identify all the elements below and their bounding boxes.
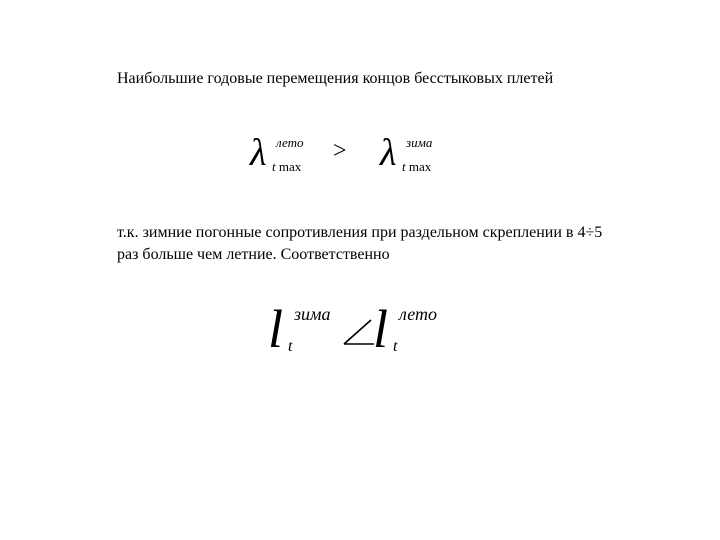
formula2-left-term bbox=[268, 300, 348, 370]
formula1-left-term bbox=[250, 132, 320, 182]
subscript-max: max bbox=[405, 159, 432, 174]
subscript-t: t bbox=[272, 159, 276, 174]
paragraph-line-2: раз больше чем летние. Соответственно bbox=[117, 246, 390, 263]
ell-symbol: l bbox=[268, 299, 284, 359]
subscript-max: max bbox=[275, 159, 302, 174]
less-than-angle-operator bbox=[341, 318, 375, 348]
superscript-summer: лето bbox=[276, 135, 304, 150]
ell-symbol: l bbox=[373, 299, 389, 359]
greater-than-operator: > bbox=[333, 138, 347, 164]
subscript-t-max bbox=[402, 160, 431, 174]
subscript-t-max bbox=[272, 160, 301, 174]
lambda-symbol: λ bbox=[250, 132, 267, 174]
formula1-right-term bbox=[380, 132, 450, 182]
superscript-winter: зима bbox=[294, 304, 331, 324]
formula2-right-term bbox=[373, 300, 453, 370]
heading-text: Наибольшие годовые перемещения концов бесстыковых плетей bbox=[117, 70, 554, 87]
superscript-winter: зима bbox=[406, 135, 433, 150]
superscript-summer: лето bbox=[399, 304, 438, 324]
subscript-t: t bbox=[393, 338, 398, 355]
paragraph-line-1: т.к. зимние погонные сопротивления при раздельном скреплении в 4÷5 bbox=[117, 224, 603, 241]
lambda-symbol: λ bbox=[380, 132, 397, 174]
subscript-t: t bbox=[288, 338, 293, 355]
subscript-t: t bbox=[402, 159, 406, 174]
